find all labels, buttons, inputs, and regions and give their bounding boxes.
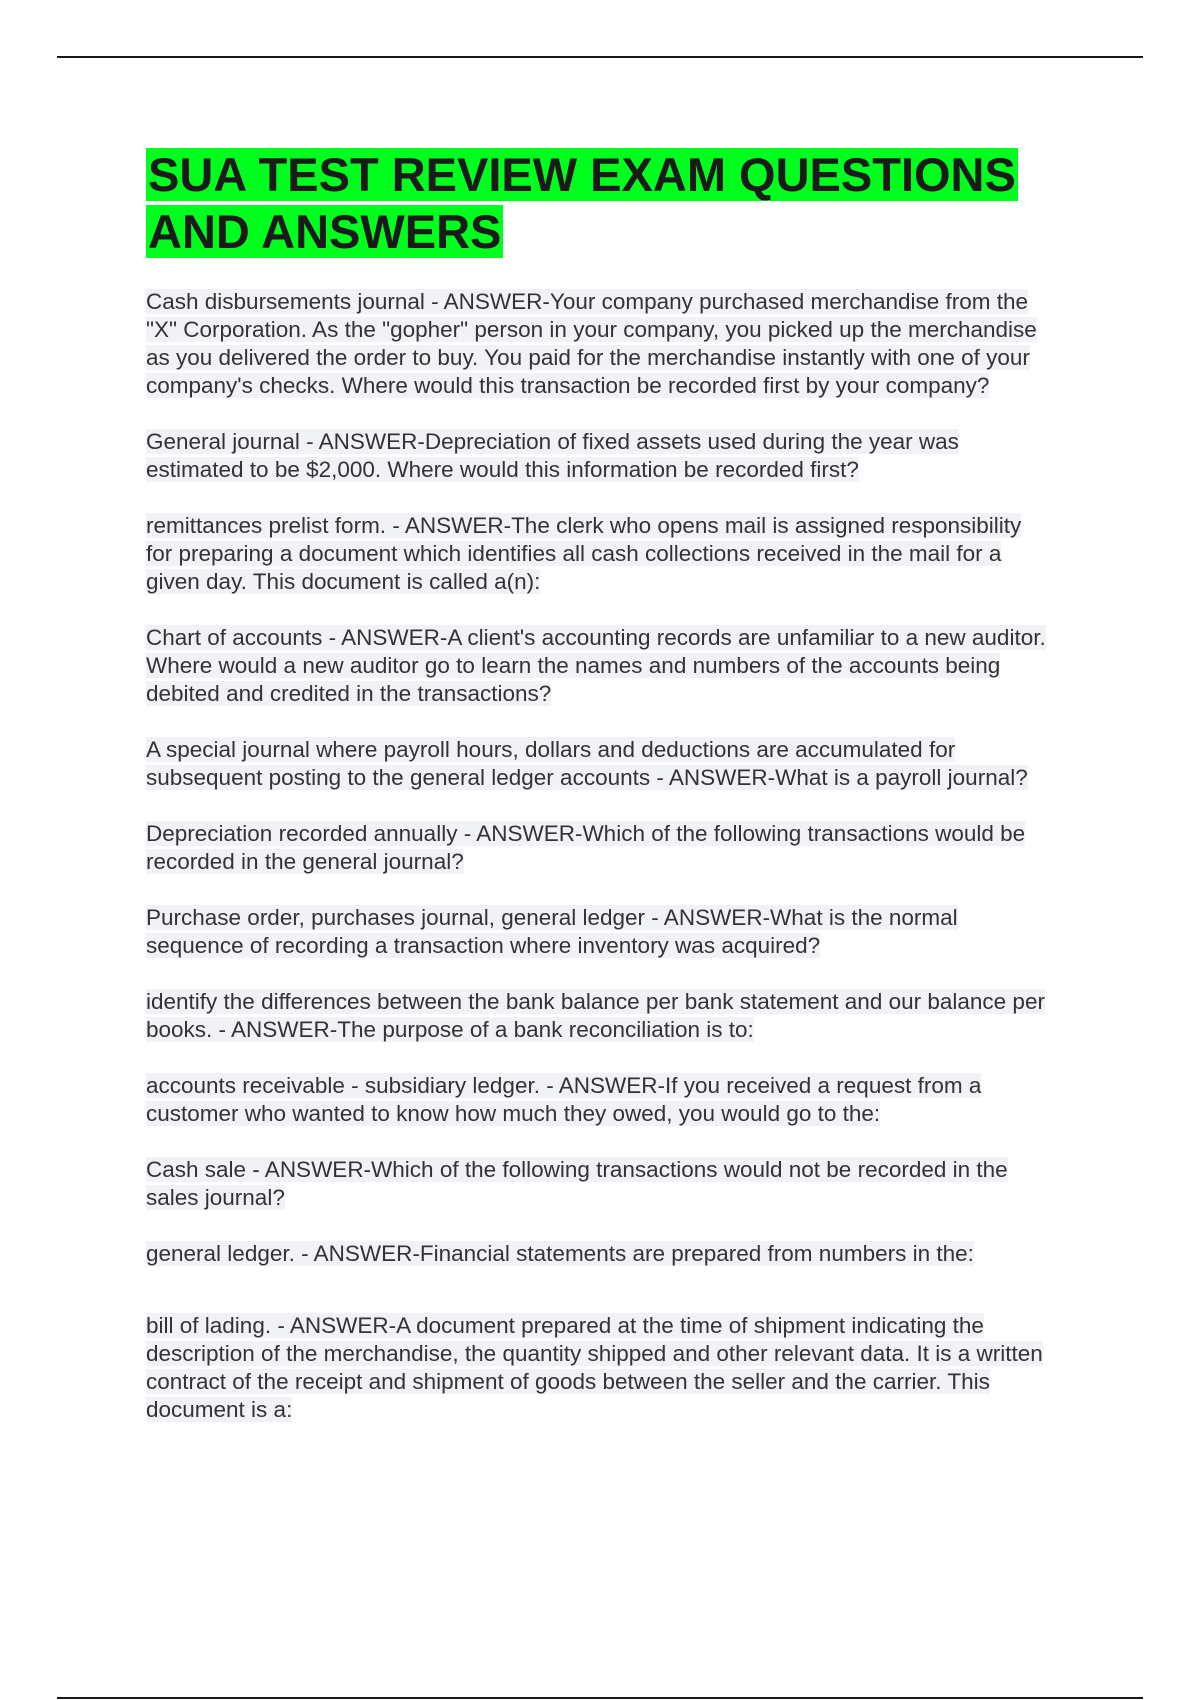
qa-entry: Purchase order, purchases journal, general ledger - ANSWER-What is the normal sequence of recording a transaction where inventory was acquired? — [146, 905, 958, 958]
document-title: SUA TEST REVIEW EXAM QUESTIONS AND ANSWERS — [148, 148, 1016, 258]
qa-entry: general ledger. - ANSWER-Financial statements are prepared from numbers in the: — [146, 1241, 974, 1266]
qa-entry: Depreciation recorded annually - ANSWER-Which of the following transactions would be recorded in the general journal? — [146, 821, 1026, 874]
top-rule — [57, 56, 1143, 58]
qa-entry: Cash disbursements journal - ANSWER-Your company purchased merchandise from the "X" Corporation. As the "gopher" person in your company, you picked up the merchandise as you delivered the order to buy. You paid for the merchandise instantly with one of your company's checks. Where would this transaction be recorded first by your company? — [146, 289, 1037, 398]
qa-entry: bill of lading. - ANSWER-A document prepared at the time of shipment indicating the description of the merchandise, the quantity shipped and other relevant data. It is a written contract of the receipt and shipment of goods between the seller and the carrier. This document is a: — [146, 1313, 1043, 1422]
qa-entry: General journal - ANSWER-Depreciation of fixed assets used during the year was estimated to be $2,000. Where would this information be recorded first? — [146, 429, 959, 482]
qa-entry: Chart of accounts - ANSWER-A client's accounting records are unfamiliar to a new auditor. Where would a new auditor go to learn the names and numbers of the accounts being debited and credited in the transactions? — [146, 625, 1046, 706]
document-body — [146, 146, 1046, 1452]
bottom-rule — [57, 1697, 1143, 1699]
qa-entry: remittances prelist form. - ANSWER-The clerk who opens mail is assigned responsibility for preparing a document which identifies all cash collections received in the mail for a given day. This document is called a(n): — [146, 513, 1022, 594]
qa-entry: Cash sale - ANSWER-Which of the following transactions would not be recorded in the sales journal? — [146, 1157, 1008, 1210]
qa-entry: A special journal where payroll hours, dollars and deductions are accumulated for subsequent posting to the general ledger accounts - ANSWER-What is a payroll journal? — [146, 737, 1028, 790]
qa-entry: identify the differences between the bank balance per bank statement and our balance per books. - ANSWER-The purpose of a bank reconciliation is to: — [146, 989, 1045, 1042]
qa-entry: accounts receivable - subsidiary ledger. - ANSWER-If you received a request from a customer who wanted to know how much they owed, you would go to the: — [146, 1073, 982, 1126]
